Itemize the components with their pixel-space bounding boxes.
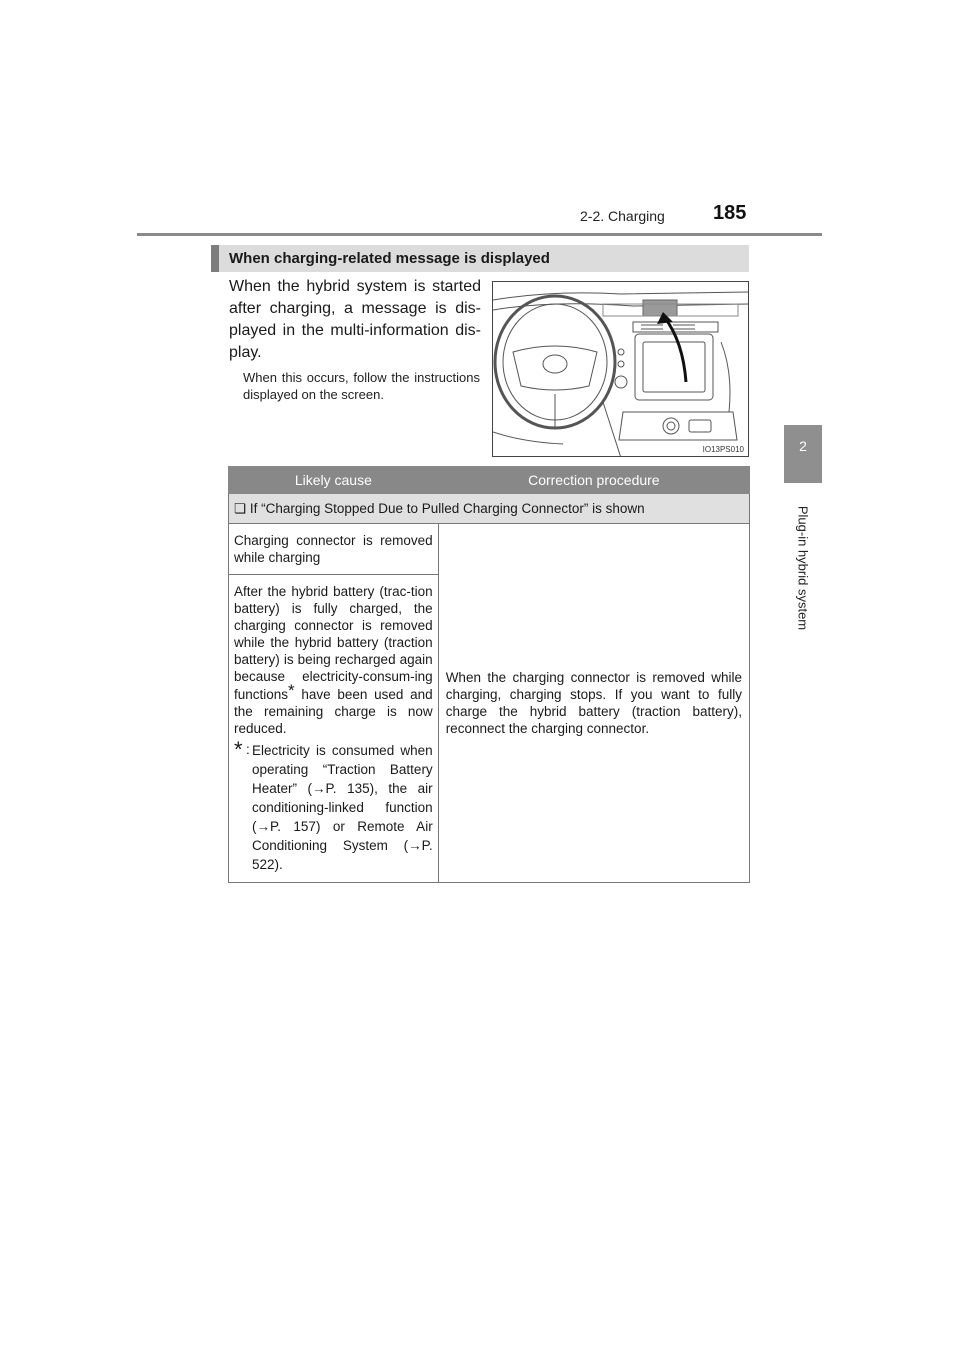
cause-cell-1: Charging connector is removed while charging — [229, 524, 439, 575]
page-number: 185 — [713, 202, 747, 224]
intro-note: When this occurs, follow the instructions displayed on the screen. — [243, 370, 480, 402]
checkbox-icon: ❏ — [234, 501, 247, 516]
header-likely-cause: Likely cause — [229, 467, 439, 494]
chapter-label-wrap — [784, 490, 822, 645]
chapter-tab — [784, 425, 822, 483]
intro-paragraph: When the hybrid system is started after charging, a message is dis-played in the multi-information dis-play. — [229, 278, 481, 361]
header-correction: Correction procedure — [438, 467, 749, 494]
figure-id: IO13PS010 — [702, 445, 744, 454]
condition-row — [229, 494, 750, 524]
cause-2-part-1: After the hybrid battery (trac-tion battery) is fully charged, the charging connector is removed while the hybrid battery (traction battery) is being recharged again because electricity-consum-ing functions — [234, 584, 433, 702]
section-heading-text: When charging-related message is displayed — [229, 250, 550, 267]
cause-2-part-2: have been used and the remaining charge is now reduced. — [234, 687, 433, 736]
correction-cell: When the charging connector is removed while charging, charging stops. If you want to fully charge the hybrid battery (traction battery), reconnect the charging connector. — [438, 524, 749, 883]
chapter-label: Plug-in hybrid system — [795, 505, 811, 630]
footnote — [234, 737, 433, 874]
dashboard-illustration — [492, 281, 749, 457]
cause-cell-2 — [229, 575, 439, 883]
footnote-colon: : — [246, 742, 250, 757]
dashboard-drawing — [493, 282, 749, 457]
footnote-asterisk: * — [234, 737, 243, 762]
asterisk-marker: * — [288, 681, 295, 700]
condition-cell — [229, 494, 750, 524]
chapter-number: 2 — [799, 438, 807, 454]
condition-text: If “Charging Stopped Due to Pulled Charging Connector” is shown — [249, 501, 645, 516]
cause-correction-table — [228, 466, 750, 883]
footnote-text: Electricity is consumed when operating “Traction Battery Heater” (→P. 135), the air conditioning-linked function (→P. 157) or Remote Air Conditioning System (→P. 522). — [252, 743, 433, 872]
table-row — [229, 524, 750, 575]
cause-2-text — [234, 583, 433, 737]
table-header-row — [229, 467, 750, 494]
header-section-title: 2-2. Charging — [580, 208, 665, 224]
header-rule — [137, 233, 822, 236]
section-heading — [211, 245, 749, 272]
